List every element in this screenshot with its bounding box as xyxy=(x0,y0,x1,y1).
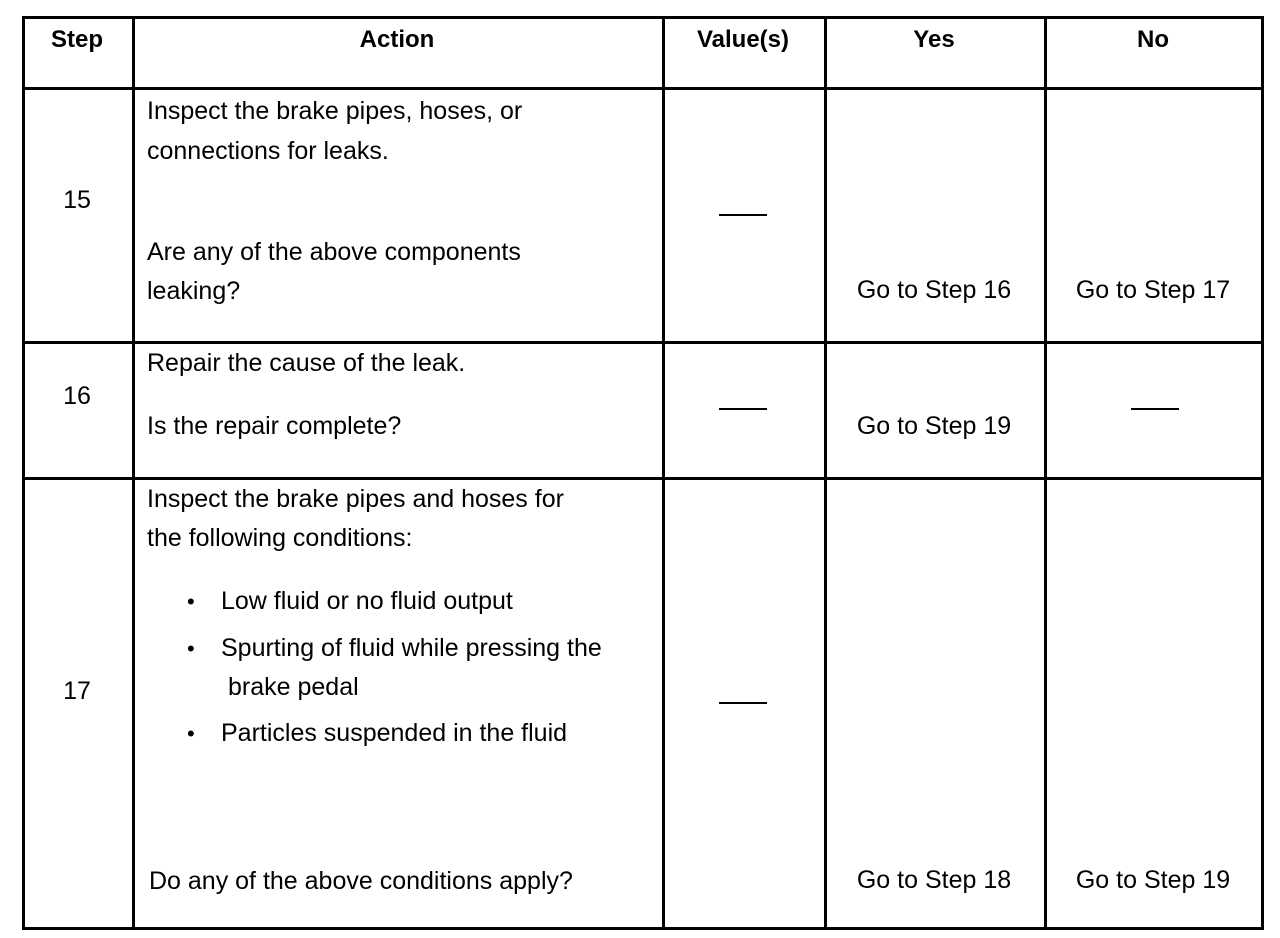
row-divider-15-16 xyxy=(22,341,1264,344)
row-16-no-dash xyxy=(1131,408,1179,410)
row-divider-16-17 xyxy=(22,477,1264,480)
header-no: No xyxy=(1137,26,1169,53)
header-yes: Yes xyxy=(913,26,955,53)
row-15-step: 15 xyxy=(63,186,91,214)
diagnostic-table xyxy=(22,16,1264,930)
row-15-yes: Go to Step 16 xyxy=(856,276,1012,304)
row-16-values-dash xyxy=(719,408,767,410)
row-17-action-line-2: the following conditions: xyxy=(147,524,413,552)
table-border-right xyxy=(1261,16,1264,930)
row-17-no: Go to Step 19 xyxy=(1075,866,1231,894)
row-17-bullet-2: Spurting of fluid while pressing the xyxy=(221,634,602,662)
bullet-dot-1: • xyxy=(187,589,195,614)
header-values: Value(s) xyxy=(696,26,790,53)
table-border-top xyxy=(22,16,1264,19)
row-17-bullet-1: Low fluid or no fluid output xyxy=(221,587,513,615)
table-border-left xyxy=(22,16,25,930)
bullet-dot-3: • xyxy=(187,721,195,746)
row-16-step: 16 xyxy=(63,382,91,410)
row-15-values-dash xyxy=(719,214,767,216)
header-step: Step xyxy=(50,26,103,53)
row-17-values-dash xyxy=(719,702,767,704)
header-divider xyxy=(22,87,1264,90)
row-16-yes: Go to Step 19 xyxy=(856,412,1012,440)
row-17-question-line-1: Do any of the above conditions apply? xyxy=(149,867,573,895)
row-17-bullet-3: Particles suspended in the fluid xyxy=(221,719,568,747)
row-16-action-line-1: Repair the cause of the leak. xyxy=(147,349,466,377)
column-divider-values xyxy=(824,16,827,930)
row-15-action-line-1: Inspect the brake pipes, hoses, or xyxy=(147,97,523,125)
row-15-question-line-1: Are any of the above components xyxy=(147,238,521,266)
header-action: Action xyxy=(359,26,435,53)
row-17-action-line-1: Inspect the brake pipes and hoses for xyxy=(147,485,564,513)
row-17-step: 17 xyxy=(63,677,91,705)
bullet-dot-2: • xyxy=(187,636,195,661)
column-divider-step xyxy=(132,16,135,930)
column-divider-action xyxy=(662,16,665,930)
row-15-action-line-2: connections for leaks. xyxy=(147,137,389,165)
column-divider-yes xyxy=(1044,16,1047,930)
row-17-yes: Go to Step 18 xyxy=(856,866,1012,894)
row-15-question-line-2: leaking? xyxy=(147,277,241,305)
row-15-no: Go to Step 17 xyxy=(1075,276,1231,304)
table-border-bottom xyxy=(22,927,1264,930)
row-16-question-line-1: Is the repair complete? xyxy=(147,412,402,440)
row-17-bullet-2-continued: brake pedal xyxy=(228,673,359,701)
